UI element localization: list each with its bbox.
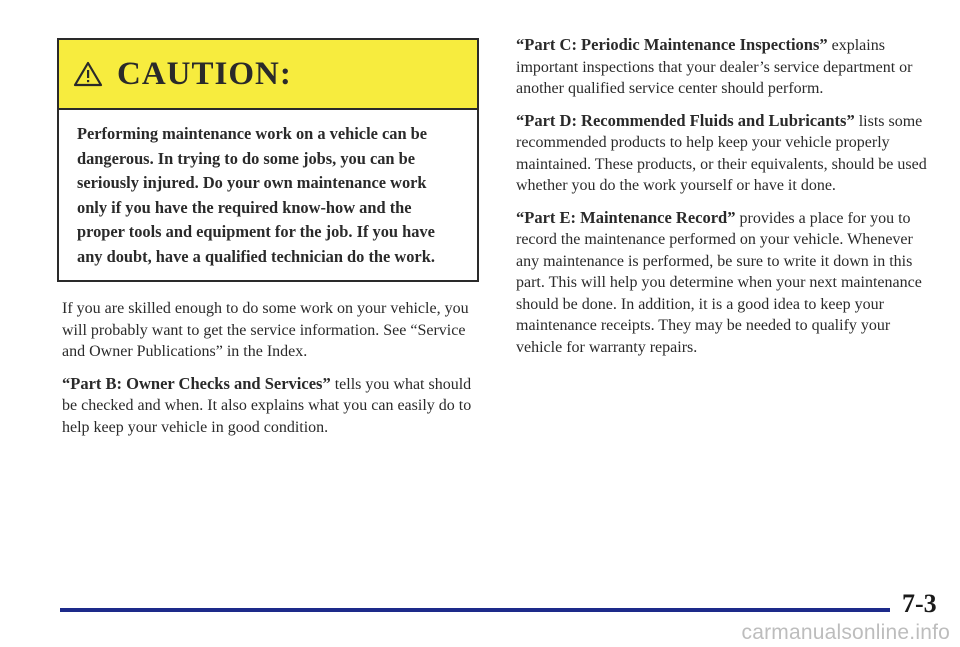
left-column [62, 298, 482, 448]
part-c-text: explains important inspections that your dealer’s service department or another qualified service center should perform. [516, 37, 913, 97]
caution-box [57, 38, 479, 282]
caution-header [59, 40, 477, 110]
part-b-title: “Part B: Owner Checks and Services” [62, 373, 331, 393]
page-number: 7-3 [902, 589, 937, 618]
part-d-title: “Part D: Recommended Fluids and Lubricants” [516, 110, 855, 130]
part-e-paragraph [516, 207, 936, 359]
part-d-text: lists some recommended products to help keep your vehicle properly maintained. These products, or their equivalents, should be used whether you do the work yourself or have it done. [516, 112, 927, 194]
part-b-paragraph [62, 373, 482, 439]
caution-title: CAUTION: [117, 55, 292, 92]
part-d-paragraph [516, 110, 936, 197]
watermark: carmanualsonline.info [741, 621, 950, 644]
footer-rule [60, 608, 890, 612]
part-c-title: “Part C: Periodic Maintenance Inspections” [516, 35, 828, 54]
caution-text: Performing maintenance work on a vehicle can be dangerous. In trying to do some jobs, you can be seriously injured. Do your own maintenance work only if you have the required know-how and the proper tools and equipment for the job. If you have any doubt, have a qualified technician do the work. [77, 124, 435, 266]
warning-triangle-icon [73, 61, 103, 87]
part-e-title: “Part E: Maintenance Record” [516, 207, 736, 227]
part-e-text: provides a place for you to record the maintenance performed on your vehicle. Whenever any maintenance is performed, be sure to write it down in this part. This will help you determine when your next maintenance should be done. In addition, it is a good idea to keep your maintenance receipts. They may be needed to qualify your vehicle for warranty repairs. [516, 209, 922, 356]
part-b-text: tells you what should be checked and when. It also explains what you can easily do to help keep your vehicle in good condition. [62, 375, 472, 436]
part-c-paragraph [516, 34, 936, 100]
intro-paragraph: If you are skilled enough to do some work on your vehicle, you will probably want to get the service information. See “Service and Owner Publications” in the Index. [62, 300, 469, 360]
right-column [516, 34, 936, 368]
